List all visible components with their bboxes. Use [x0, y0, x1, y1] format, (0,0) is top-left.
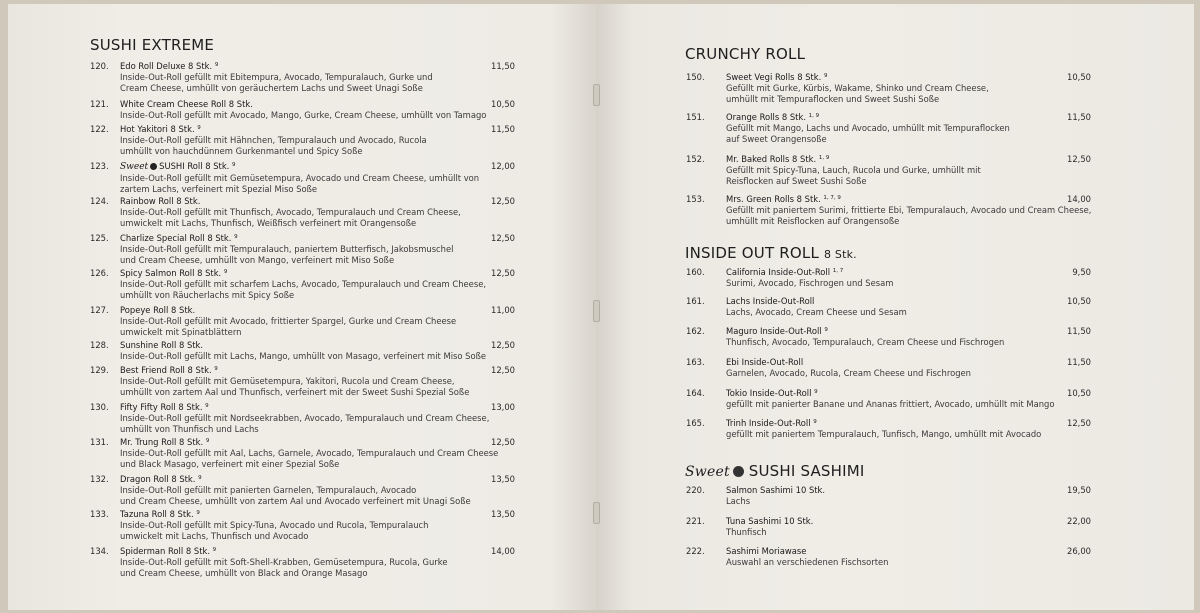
- item-description: Surimi, Avocado, Fischrogen und Sesam: [726, 277, 894, 288]
- sweet-logo-script: Sweet: [120, 162, 149, 172]
- item-name: Ebi Inside-Out-Roll: [726, 357, 804, 367]
- item-description: Gefüllt mit Gurke, Kürbis, Wakame, Shinko und Cream Cheese,: [726, 82, 989, 93]
- item-price: 14,00: [491, 546, 515, 556]
- item-description: umwickelt mit Spinatblättern: [120, 326, 242, 337]
- item-description: gefüllt mit panierter Banane und Ananas frittiert, Avocado, umhüllt mit Mango: [726, 398, 1055, 409]
- item-name-line: [120, 546, 447, 557]
- item-price: 9,50: [1072, 267, 1091, 277]
- item-description: Inside-Out-Roll gefüllt mit Hähnchen, Tempuralauch und Avocado, Rucola: [120, 134, 427, 145]
- sweet-logo-script: Sweet: [685, 464, 730, 480]
- item-count: 8 Stk.: [185, 546, 210, 556]
- item-name: Tokio Inside-Out-Roll: [726, 388, 812, 398]
- menu-item: [90, 305, 520, 337]
- item-name-line: [120, 268, 486, 279]
- item-description: Garnelen, Avocado, Rucola, Cream Cheese und Fischrogen: [726, 367, 971, 378]
- item-name: Orange Rolls: [726, 112, 780, 122]
- item-description: Gefüllt mit Spicy-Tuna, Lauch, Rucola und Gurke, umhüllt mit: [726, 164, 981, 175]
- left-page: [8, 4, 596, 610]
- binding-staple-middle: [593, 300, 600, 322]
- item-count: 8 Stk.: [171, 305, 196, 315]
- item-number: 221.: [686, 516, 705, 526]
- item-count: 8 Stk.: [792, 154, 817, 164]
- menu-item: [90, 161, 520, 193]
- allergen-codes: 9: [824, 73, 828, 79]
- item-description: Inside-Out-Roll gefüllt mit Gemüsetempura, Avocado und Cream Cheese, umhüllt von: [120, 172, 480, 183]
- allergen-codes: 9: [196, 510, 200, 516]
- item-number: 134.: [90, 546, 109, 556]
- item-number: 125.: [90, 233, 109, 243]
- item-name: White Cream Cheese Roll: [120, 99, 227, 109]
- item-name-line: [726, 72, 989, 83]
- item-price: 12,50: [491, 437, 515, 447]
- menu-item: [686, 418, 1106, 440]
- item-name: Sashimi Moriawase: [726, 546, 807, 556]
- item-price: 26,00: [1067, 546, 1091, 556]
- item-description: Inside-Out-Roll gefüllt mit Nordseekrabben, Avocado, Tempuralauch und Cream Cheese,: [120, 412, 490, 423]
- item-description: Thunfisch: [726, 526, 767, 537]
- item-price: 11,00: [491, 305, 515, 315]
- item-description: und Cream Cheese, umhüllt von Black and Orange Masago: [120, 567, 368, 578]
- menu-item: [90, 61, 520, 93]
- item-count: 8 Stk.: [188, 61, 213, 71]
- allergen-codes: 9: [232, 162, 236, 168]
- section-title-sushi-sashimi: [685, 462, 865, 480]
- item-name-line: [120, 196, 461, 207]
- item-name-line: [726, 194, 1091, 205]
- allergen-codes: 9: [824, 327, 828, 333]
- item-count: 8 Stk.: [178, 402, 203, 412]
- item-description: Lachs: [726, 495, 751, 506]
- item-description: umhüllt von hauchdünnem Gurkenmantel und Spicy Soße: [120, 145, 363, 156]
- item-number: 220.: [686, 485, 705, 495]
- item-description: Inside-Out-Roll gefüllt mit panierten Garnelen, Tempuralauch, Avocado: [120, 484, 417, 495]
- item-name-line: [120, 161, 479, 173]
- menu-item: [90, 233, 520, 265]
- item-price: 10,50: [1067, 72, 1091, 82]
- item-name: Tazuna Roll: [120, 509, 167, 519]
- item-description: Inside-Out-Roll gefüllt mit Gemüsetempura, Yakitori, Rucola und Cream Cheese,: [120, 375, 455, 386]
- item-number: 132.: [90, 474, 109, 484]
- binding-staple-bottom: [593, 502, 600, 524]
- menu-item: [686, 112, 1106, 144]
- item-count: 8 Stk.: [179, 437, 204, 447]
- item-name: Trinh Inside-Out-Roll: [726, 418, 811, 428]
- item-count: 8 Stk.: [796, 194, 821, 204]
- item-name: Tuna Sashimi: [726, 516, 782, 526]
- item-description: Inside-Out-Roll gefüllt mit Thunfisch, Avocado, Tempuralauch und Cream Cheese,: [120, 206, 461, 217]
- item-name-line: [726, 154, 981, 165]
- item-name-line: [726, 326, 1004, 337]
- item-count: 10 Stk.: [795, 485, 826, 495]
- item-number: 129.: [90, 365, 109, 375]
- allergen-codes: 9: [814, 389, 818, 395]
- item-name-line: [120, 402, 489, 413]
- item-number: 126.: [90, 268, 109, 278]
- item-price: 11,50: [1067, 357, 1091, 367]
- item-name-line: [120, 509, 428, 520]
- item-price: 10,50: [1067, 388, 1091, 398]
- item-name-line: [120, 233, 453, 244]
- allergen-codes: 1, 7, 9: [823, 195, 841, 201]
- sweet-logo-dot-icon: [733, 466, 744, 477]
- item-description: und Black Masago, verfeinert mit einer Spezial Soße: [120, 458, 340, 469]
- item-name: Mr. Baked Rolls: [726, 154, 790, 164]
- item-number: 162.: [686, 326, 705, 336]
- item-number: 121.: [90, 99, 109, 109]
- item-description: Inside-Out-Roll gefüllt mit Spicy-Tuna, Avocado und Rucola, Tempuralauch: [120, 519, 429, 530]
- item-description: Lachs, Avocado, Cream Cheese und Sesam: [726, 306, 907, 317]
- item-name: Best Friend Roll: [120, 365, 185, 375]
- item-description: zartem Lachs, verfeinert mit Spezial Miso Soße: [120, 183, 318, 194]
- item-price: 12,50: [491, 196, 515, 206]
- item-description: umwickelt mit Lachs, Thunfisch und Avocado: [120, 530, 309, 541]
- item-price: 10,50: [1067, 296, 1091, 306]
- item-number: 160.: [686, 267, 705, 277]
- item-price: 12,00: [491, 161, 515, 171]
- item-description: gefüllt mit paniertem Tempuralauch, Tunfisch, Mango, umhüllt mit Avocado: [726, 428, 1042, 439]
- item-count: 8 Stk.: [178, 340, 204, 350]
- menu-item: [686, 388, 1106, 410]
- item-price: 11,50: [1067, 326, 1091, 336]
- item-number: 122.: [90, 124, 109, 134]
- item-number: 164.: [686, 388, 705, 398]
- menu-item: [90, 509, 520, 541]
- item-name: SUSHI Roll: [159, 161, 203, 171]
- item-price: 19,50: [1067, 485, 1091, 495]
- item-price: 10,50: [491, 99, 515, 109]
- item-price: 12,50: [491, 365, 515, 375]
- item-name-line: [726, 357, 971, 368]
- allergen-codes: 1, 7: [832, 268, 844, 274]
- item-name: Fifty Fifty Roll: [120, 402, 176, 412]
- menu-item: [686, 357, 1106, 379]
- item-price: 11,50: [1067, 112, 1091, 122]
- item-price: 13,50: [491, 474, 515, 484]
- item-description: Reisflocken auf Sweet Sushi Soße: [726, 175, 867, 186]
- item-name-line: [726, 485, 825, 496]
- right-page: [596, 4, 1194, 610]
- allergen-codes: 9: [205, 403, 209, 409]
- item-number: 222.: [686, 546, 705, 556]
- item-name: Maguro Inside-Out-Roll: [726, 326, 822, 336]
- item-name-line: [726, 296, 907, 307]
- inside-out-title-count: 8 Stk.: [824, 248, 857, 261]
- item-name: Popeye Roll: [120, 305, 169, 315]
- item-price: 12,50: [491, 340, 515, 350]
- menu-item: [686, 296, 1106, 318]
- item-description: Gefüllt mit Mango, Lachs und Avocado, umhüllt mit Tempuraflocken: [726, 122, 1010, 133]
- item-number: 120.: [90, 61, 109, 71]
- item-name: Sweet Vegi Rolls: [726, 72, 795, 82]
- item-price: 13,00: [491, 402, 515, 412]
- item-count: 8 Stk.: [205, 161, 230, 171]
- item-count: 8 Stk.: [197, 268, 222, 278]
- item-name-line: [726, 267, 893, 278]
- sweet-logo-dot-icon: [150, 163, 157, 170]
- item-price: 12,50: [491, 268, 515, 278]
- allergen-codes: 9: [205, 438, 210, 444]
- item-name-line: [120, 124, 427, 135]
- menu-item: [686, 72, 1106, 104]
- item-description: Inside-Out-Roll gefüllt mit Avocado, frittierter Spargel, Gurke und Cream Cheese: [120, 315, 457, 326]
- item-name-line: [726, 112, 1010, 123]
- item-description: und Cream Cheese, umhüllt von Mango, verfeinert mit Miso Soße: [120, 254, 395, 265]
- menu-item: [90, 99, 520, 121]
- item-description: umhüllt mit Reisflocken auf Orangensoße: [726, 215, 900, 226]
- item-description: umhüllt von zartem Aal und Thunfisch, verfeinert mit der Sweet Sushi Spezial Soße: [120, 386, 470, 397]
- item-name-line: [726, 546, 888, 557]
- sashimi-title-text: SUSHI SASHIMI: [748, 462, 865, 480]
- item-name: Mr. Trung Roll: [120, 437, 177, 447]
- item-description: umwickelt mit Lachs, Thunfisch, Weißfisch verfeinert mit Orangensoße: [120, 217, 417, 228]
- item-name: Dragon Roll: [120, 474, 169, 484]
- item-description: auf Sweet Orangensoße: [726, 133, 827, 144]
- item-number: 153.: [686, 194, 705, 204]
- item-name-line: [726, 516, 813, 527]
- item-name: Salmon Sashimi: [726, 485, 793, 495]
- menu-item: [686, 485, 1106, 507]
- item-number: 152.: [686, 154, 705, 164]
- item-number: 127.: [90, 305, 109, 315]
- item-name-line: [120, 340, 486, 351]
- item-name: Spiderman Roll: [120, 546, 184, 556]
- menu-item: [686, 194, 1106, 226]
- item-description: Inside-Out-Roll gefüllt mit Avocado, Mango, Gurke, Cream Cheese, umhüllt von Tamago: [120, 109, 487, 120]
- item-name-line: [726, 388, 1055, 399]
- item-name-line: [120, 365, 469, 376]
- menu-item: [686, 154, 1106, 186]
- item-price: 12,50: [1067, 154, 1091, 164]
- item-count: 8 Stk.: [169, 509, 194, 519]
- section-title-sushi-extreme: SUSHI EXTREME: [90, 36, 215, 54]
- item-price: 13,50: [491, 509, 515, 519]
- allergen-codes: 1, 9: [818, 155, 830, 161]
- inside-out-title-text: INSIDE OUT ROLL: [685, 244, 820, 262]
- menu-item: [90, 124, 520, 156]
- item-description: Thunfisch, Avocado, Tempuralauch, Cream Cheese und Fischrogen: [726, 336, 1005, 347]
- allergen-codes: 9: [214, 366, 218, 372]
- item-count: 8 Stk.: [170, 124, 195, 134]
- item-price: 14,00: [1067, 194, 1091, 204]
- item-count: 8 Stk.: [187, 365, 212, 375]
- item-description: Cream Cheese, umhüllt von geräuchertem Lachs und Sweet Unagi Soße: [120, 82, 423, 93]
- item-description: Inside-Out-Roll gefüllt mit scharfem Lachs, Avocado, Tempuralauch und Cream Cheese,: [120, 278, 487, 289]
- item-price: 11,50: [491, 61, 515, 71]
- item-description: umhüllt mit Tempuraflocken und Sweet Sushi Soße: [726, 93, 940, 104]
- item-description: und Cream Cheese, umhüllt von zartem Aal und Avocado verfeinert mit Unagi Soße: [120, 495, 471, 506]
- item-number: 123.: [90, 161, 109, 171]
- item-name-line: [120, 305, 456, 316]
- item-number: 133.: [90, 509, 109, 519]
- item-number: 130.: [90, 402, 109, 412]
- section-title-crunchy-roll: CRUNCHY ROLL: [685, 45, 806, 63]
- menu-item: [686, 516, 1106, 538]
- item-name: Mrs. Green Rolls: [726, 194, 794, 204]
- menu-booklet: [8, 4, 1194, 610]
- item-number: 151.: [686, 112, 705, 122]
- allergen-codes: 9: [813, 419, 817, 425]
- item-number: 124.: [90, 196, 109, 206]
- menu-item: [90, 268, 520, 300]
- menu-item: [686, 267, 1106, 289]
- item-name: Hot Yakitori: [120, 124, 168, 134]
- item-name: Lachs Inside-Out-Roll: [726, 296, 815, 306]
- item-name-line: [120, 61, 433, 72]
- item-description: umhüllt von Thunfisch und Lachs: [120, 423, 259, 434]
- menu-item: [90, 546, 520, 578]
- item-name-line: [120, 474, 471, 485]
- item-price: 22,00: [1067, 516, 1091, 526]
- item-number: 163.: [686, 357, 705, 367]
- allergen-codes: 9: [214, 62, 219, 68]
- allergen-codes: 9: [197, 125, 201, 131]
- item-name: Rainbow Roll: [120, 196, 174, 206]
- allergen-codes: 1, 9: [808, 113, 820, 119]
- allergen-codes: 9: [223, 269, 228, 275]
- item-description: Auswahl an verschiedenen Fischsorten: [726, 556, 889, 567]
- allergen-codes: 9: [212, 547, 217, 553]
- allergen-codes: 9: [198, 475, 202, 481]
- item-name: Spicy Salmon Roll: [120, 268, 195, 278]
- menu-item: [90, 437, 520, 469]
- binding-staple-top: [593, 84, 600, 106]
- item-number: 131.: [90, 437, 109, 447]
- item-count: 8 Stk.: [797, 72, 822, 82]
- item-count: 8 Stk.: [171, 474, 196, 484]
- menu-item: [90, 474, 520, 506]
- item-name: Sunshine Roll: [120, 340, 177, 350]
- item-description: Inside-Out-Roll gefüllt mit Lachs, Mango, umhüllt von Masago, verfeinert mit Miso Soße: [120, 350, 487, 361]
- item-description: umhüllt von Räucherlachs mit Spicy Soße: [120, 289, 295, 300]
- menu-item: [686, 546, 1106, 568]
- item-description: Inside-Out-Roll gefüllt mit Soft-Shell-Krabben, Gemüsetempura, Rucola, Gurke: [120, 556, 448, 567]
- menu-item: [90, 196, 520, 228]
- item-price: 12,50: [1067, 418, 1091, 428]
- item-number: 150.: [686, 72, 705, 82]
- item-count: 10 Stk.: [783, 516, 814, 526]
- item-price: 11,50: [491, 124, 515, 134]
- item-count: 8 Stk.: [176, 196, 201, 206]
- menu-item: [90, 365, 520, 397]
- item-name: Charlize Special Roll: [120, 233, 205, 243]
- item-name-line: [120, 437, 498, 448]
- item-name: California Inside-Out-Roll: [726, 267, 831, 277]
- item-name-line: [726, 418, 1041, 429]
- item-description: Inside-Out-Roll gefüllt mit Tempuralauch, paniertem Butterfisch, Jakobsmuschel: [120, 243, 454, 254]
- allergen-codes: 9: [234, 234, 238, 240]
- item-description: Gefüllt mit paniertem Surimi, frittierte Ebi, Tempuralauch, Avocado und Cream Cheese,: [726, 204, 1092, 215]
- item-number: 128.: [90, 340, 109, 350]
- menu-item: [90, 402, 520, 434]
- item-price: 12,50: [491, 233, 515, 243]
- item-count: 8 Stk.: [207, 233, 232, 243]
- item-number: 161.: [686, 296, 705, 306]
- section-title-inside-out-roll: [685, 244, 857, 262]
- item-description: Inside-Out-Roll gefüllt mit Ebitempura, Avocado, Tempuralauch, Gurke und: [120, 71, 433, 82]
- item-count: 8 Stk.: [781, 112, 806, 122]
- item-name-line: [120, 99, 486, 110]
- menu-item: [90, 340, 520, 362]
- item-number: 165.: [686, 418, 705, 428]
- menu-item: [686, 326, 1106, 348]
- item-description: Inside-Out-Roll gefüllt mit Aal, Lachs, Garnele, Avocado, Tempuralauch und Cream Cheese: [120, 447, 499, 458]
- item-count: 8 Stk.: [228, 99, 253, 109]
- item-name: Edo Roll Deluxe: [120, 61, 186, 71]
